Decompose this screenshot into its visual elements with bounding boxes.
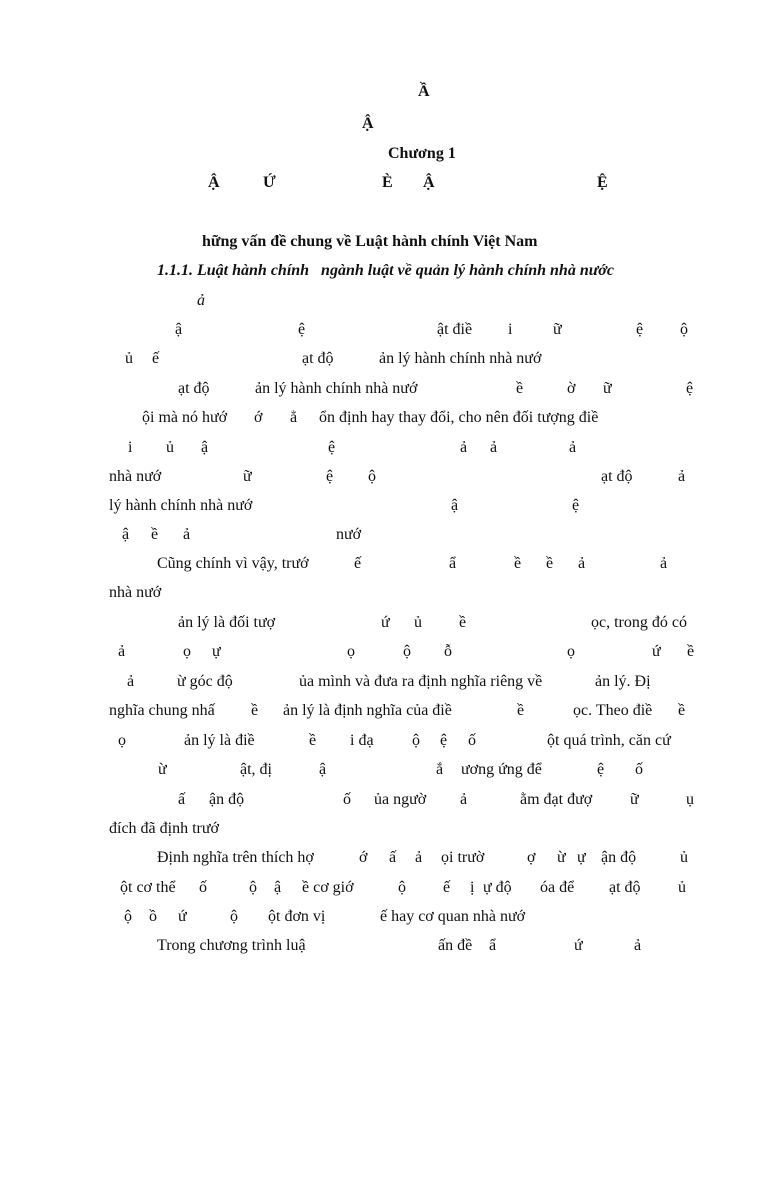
body-line [0, 582, 768, 604]
text-fragment: ọc. Theo điề [573, 702, 653, 719]
text-fragment: ạt độ [302, 350, 334, 367]
subtitle-glyph: Ậ [423, 174, 435, 191]
header-glyph: Ầ [418, 83, 430, 100]
text-fragment: ụ [686, 791, 694, 808]
text-fragment: ắ [436, 761, 444, 778]
body-line [0, 818, 768, 840]
text-fragment: ậ [274, 879, 282, 896]
text-fragment: ọi trườ [441, 849, 485, 866]
text-fragment: ệ [328, 439, 336, 456]
text-fragment: ọ [118, 732, 126, 749]
text-fragment: ọ [183, 643, 191, 660]
body-line [0, 524, 768, 546]
text-fragment: ữ [603, 380, 612, 397]
text-fragment: ả [460, 791, 468, 808]
text-fragment: ề [459, 614, 467, 631]
text-fragment: ế hay cơ quan nhà nướ [380, 908, 526, 925]
body-line [0, 319, 768, 341]
body-line [0, 437, 768, 459]
text-fragment: ự [577, 849, 586, 866]
text-fragment: ủ [125, 350, 133, 367]
text-fragment: ương ứng để [461, 761, 542, 778]
text-fragment: ản lý hành chính nhà nướ [379, 350, 542, 367]
body-line [0, 495, 768, 517]
body-line [0, 700, 768, 722]
text-fragment: ột cơ thể [120, 879, 176, 896]
text-fragment: ứ [381, 614, 390, 631]
text-fragment: ừ [158, 761, 167, 778]
text-fragment: ộ [680, 321, 688, 338]
subtitle-glyph: Ứ [263, 174, 276, 191]
body-line [0, 671, 768, 693]
subsection-title-continuation [0, 290, 768, 312]
section-title-text: hững vấn đề chung về Luật hành chính Việt Nam [202, 233, 538, 250]
text-fragment: ớ [254, 409, 263, 426]
text-fragment: ấn đề [438, 937, 473, 954]
text-fragment: ội mà nó hướ [142, 409, 228, 426]
text-fragment: ề [517, 702, 525, 719]
text-fragment: ộ [412, 732, 420, 749]
section-title [0, 231, 768, 253]
text-fragment: ủ [678, 879, 686, 896]
text-fragment: ỗ [444, 643, 452, 660]
text-fragment: nhà nướ [109, 584, 162, 601]
subsection-title [0, 260, 768, 282]
text-fragment: ừ góc độ [177, 673, 233, 690]
header-glyph: Ậ [362, 115, 374, 132]
text-fragment: ự [212, 643, 221, 660]
header-line-2 [0, 113, 768, 135]
text-fragment: ộ [230, 908, 238, 925]
text-fragment: ủa mình và đưa ra định nghĩa riêng về [299, 673, 543, 690]
body-line [0, 407, 768, 429]
text-fragment: ề [678, 702, 686, 719]
text-fragment: ờ [567, 380, 576, 397]
text-fragment: đích đã định trướ [109, 820, 219, 837]
text-fragment: ộ [368, 468, 376, 485]
text-fragment: i [128, 439, 133, 456]
text-fragment: ả [678, 468, 686, 485]
text-fragment: ấ [389, 849, 397, 866]
text-fragment: ủ [166, 439, 174, 456]
text-fragment: ả [183, 526, 191, 543]
text-fragment: ản lý. Đị [595, 673, 651, 690]
text-fragment: ữ [553, 321, 562, 338]
text-fragment: ộ [398, 879, 406, 896]
text-fragment: ả [634, 937, 642, 954]
text-fragment: ả [118, 643, 126, 660]
text-fragment: ừ [557, 849, 566, 866]
text-fragment: ậ [319, 761, 327, 778]
text-fragment: ả [569, 439, 577, 456]
text-fragment: ề [251, 702, 259, 719]
text-fragment: ợ [527, 849, 536, 866]
text-fragment: nhà nướ [109, 468, 162, 485]
text-fragment: ấ [178, 791, 186, 808]
subsection-fragment: ả [197, 292, 205, 309]
body-line [0, 877, 768, 899]
chapter-heading [0, 143, 768, 165]
text-fragment: ậ [175, 321, 183, 338]
body-line [0, 730, 768, 752]
subtitle-glyph: Ậ [208, 174, 220, 191]
text-fragment: ọ [347, 643, 355, 660]
text-fragment: ố [635, 761, 643, 778]
text-fragment: ật điề [437, 321, 473, 338]
text-fragment: ột quá trình, căn cứ [547, 732, 671, 749]
header-line-1 [0, 81, 768, 103]
text-fragment: ề [546, 555, 554, 572]
text-fragment: ệ [572, 497, 580, 514]
text-fragment: ố [343, 791, 351, 808]
text-fragment: ả [460, 439, 468, 456]
text-fragment: ạt độ [601, 468, 633, 485]
text-fragment: i [508, 321, 513, 338]
body-line [0, 906, 768, 928]
text-fragment: ự độ [483, 879, 512, 896]
text-fragment: ả [415, 849, 423, 866]
text-fragment: óa để [540, 879, 575, 896]
text-fragment: ọc, trong đó có [591, 614, 687, 631]
text-fragment: ệ [636, 321, 644, 338]
text-fragment: ề [516, 380, 524, 397]
text-fragment: ạt độ [178, 380, 210, 397]
body-line [0, 553, 768, 575]
text-fragment: ật, đị [240, 761, 272, 778]
text-fragment: ữ [630, 791, 639, 808]
text-fragment: ề cơ giớ [302, 879, 354, 896]
text-fragment: Trong chương trình luậ [157, 937, 306, 954]
body-line [0, 348, 768, 370]
subtitle-glyph: È [382, 174, 393, 191]
text-fragment: ệ [597, 761, 605, 778]
text-fragment: i đạ [350, 732, 374, 749]
text-fragment: ệ [298, 321, 306, 338]
subsection-title-text: 1.1.1. Luật hành chính ngành luật về quản lý hành chính nhà nước [157, 262, 614, 279]
body-line [0, 759, 768, 781]
text-fragment: ộ [124, 908, 132, 925]
text-fragment: ề [514, 555, 522, 572]
text-fragment: ả [660, 555, 668, 572]
chapter-label: Chương 1 [388, 145, 456, 162]
text-fragment: ứ [178, 908, 187, 925]
text-fragment: ệ [686, 380, 694, 397]
text-fragment: ủ [680, 849, 688, 866]
text-fragment: ả [127, 673, 135, 690]
text-fragment: ản lý là điề [184, 732, 255, 749]
text-fragment: ệ [440, 732, 448, 749]
text-fragment: ẩ [449, 555, 457, 572]
text-fragment: ế [152, 350, 160, 367]
text-fragment: ận độ [209, 791, 245, 808]
text-fragment: ố [199, 879, 207, 896]
text-fragment: lý hành chính nhà nướ [109, 497, 253, 514]
body-line [0, 847, 768, 869]
subtitle-glyph: Ệ [597, 174, 608, 191]
text-fragment: ề [151, 526, 159, 543]
text-fragment: Cũng chính vì vậy, trướ [157, 555, 309, 572]
text-fragment: nghĩa chung nhấ [109, 702, 215, 719]
text-fragment: ậ [122, 526, 130, 543]
text-fragment: ồ [149, 908, 157, 925]
text-fragment: ệ [326, 468, 334, 485]
body-line [0, 466, 768, 488]
body-line [0, 378, 768, 400]
text-fragment: ẳ [290, 409, 298, 426]
text-fragment: ột đơn vị [268, 908, 326, 925]
text-fragment: ố [468, 732, 476, 749]
text-fragment: ạt độ [609, 879, 641, 896]
text-fragment: ứ [574, 937, 583, 954]
text-fragment: ậ [201, 439, 209, 456]
text-fragment: ậ [451, 497, 459, 514]
body-line [0, 935, 768, 957]
text-fragment: ả [578, 555, 586, 572]
body-line [0, 612, 768, 634]
chapter-subtitle [0, 172, 768, 194]
text-fragment: ủ [414, 614, 422, 631]
text-fragment: ữ [243, 468, 252, 485]
text-fragment: ộ [249, 879, 257, 896]
text-fragment: ớ [359, 849, 368, 866]
text-fragment: ẩ [489, 937, 497, 954]
text-fragment: Định nghĩa trên thích hợ [157, 849, 314, 866]
text-fragment: nướ [336, 526, 362, 543]
body-line [0, 789, 768, 811]
text-fragment: ủa ngườ [374, 791, 427, 808]
text-fragment: ứ [652, 643, 661, 660]
text-fragment: ộ [403, 643, 411, 660]
body-line [0, 641, 768, 663]
text-fragment: ản lý là định nghĩa của điề [283, 702, 452, 719]
text-fragment: ế [354, 555, 362, 572]
text-fragment: ọ [567, 643, 575, 660]
text-fragment: ằm đạt đượ [520, 791, 593, 808]
text-fragment: ế [443, 879, 451, 896]
text-fragment: ề [687, 643, 695, 660]
text-fragment: ản lý hành chính nhà nướ [255, 380, 418, 397]
text-fragment: ổn định hay thay đổi, cho nên đối tượng điề [319, 409, 599, 426]
text-fragment: ận độ [601, 849, 637, 866]
text-fragment: ản lý là đối tượ [178, 614, 276, 631]
text-fragment: ả [490, 439, 498, 456]
text-fragment: ề [309, 732, 317, 749]
text-fragment: ị [470, 879, 475, 896]
